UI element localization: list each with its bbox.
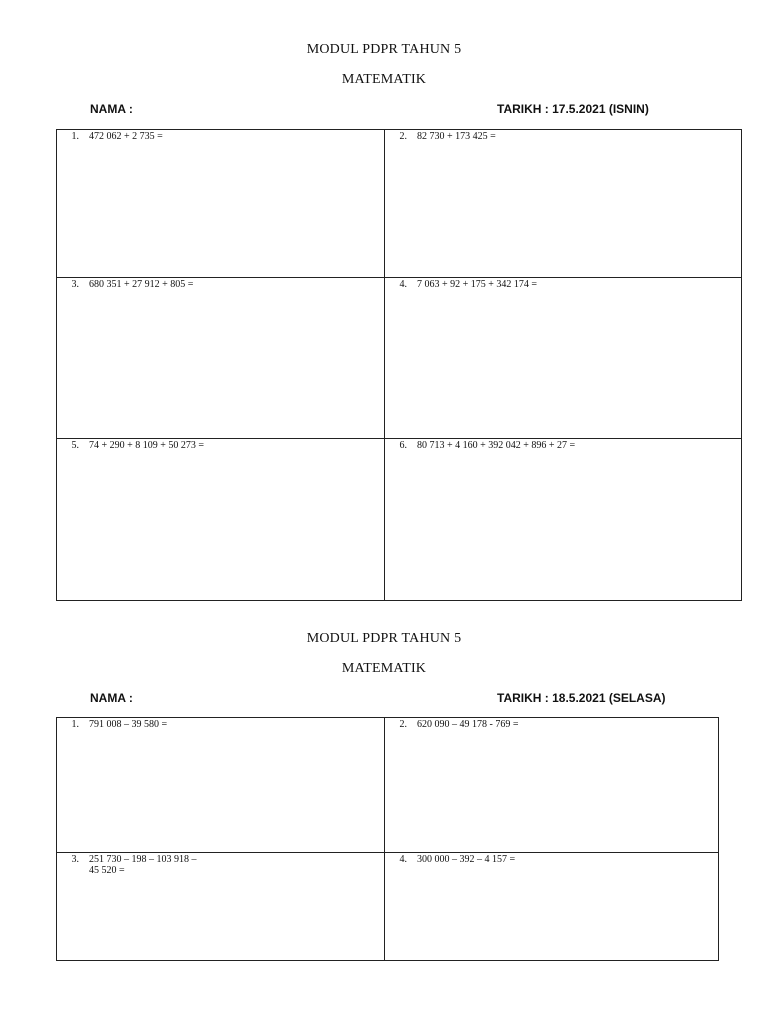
sheet-2-tarikh-label: TARIKH : 18.5.2021 (SELASA) [497,691,666,705]
question-cell[interactable] [57,853,385,961]
question-cell[interactable] [385,853,719,961]
sheet-2-title: MODUL PDPR TAHUN 5 [306,631,462,646]
question-cell[interactable] [57,130,385,278]
question-expression: 7 063 + 92 + 175 + 342 174 = [417,279,538,290]
question-expression: 791 008 – 39 580 = [89,719,168,730]
question-number: 1. [71,719,79,730]
question-cell[interactable] [385,278,742,439]
sheet-2-nama-label: NAMA : [90,691,133,705]
question-cell[interactable] [385,130,742,278]
sheet-1-nama-label: NAMA : [90,102,133,116]
question-cell[interactable] [385,718,719,853]
question-number: 6. [399,440,407,451]
question-expression: 251 730 – 198 – 103 918 – 45 520 = [89,854,197,876]
question-number: 4. [399,279,407,290]
question-cell[interactable] [57,439,385,601]
sheet-2-question-table [56,717,719,961]
question-number: 2. [399,131,407,142]
question-number: 3. [71,854,79,865]
question-expression: 82 730 + 173 425 = [417,131,496,142]
sheet-2-subject: MATEMATIK [341,661,427,676]
question-expression: 74 + 290 + 8 109 + 50 273 = [89,440,205,451]
question-number: 2. [399,719,407,730]
sheet-1-question-table [56,129,742,601]
sheet-1-subject: MATEMATIK [341,72,427,87]
question-number: 5. [71,440,79,451]
question-expression: 620 090 – 49 178 - 769 = [417,719,519,730]
sheet-1-title: MODUL PDPR TAHUN 5 [306,42,462,57]
sheet-1-tarikh-label: TARIKH : 17.5.2021 (ISNIN) [497,102,649,116]
question-number: 3. [71,279,79,290]
question-expression: 300 000 – 392 – 4 157 = [417,854,516,865]
question-cell[interactable] [57,718,385,853]
question-expression: 80 713 + 4 160 + 392 042 + 896 + 27 = [417,440,576,451]
question-expression: 472 062 + 2 735 = [89,131,163,142]
question-number: 1. [71,131,79,142]
question-number: 4. [399,854,407,865]
question-cell[interactable] [385,439,742,601]
question-expression: 680 351 + 27 912 + 805 = [89,279,194,290]
question-cell[interactable] [57,278,385,439]
